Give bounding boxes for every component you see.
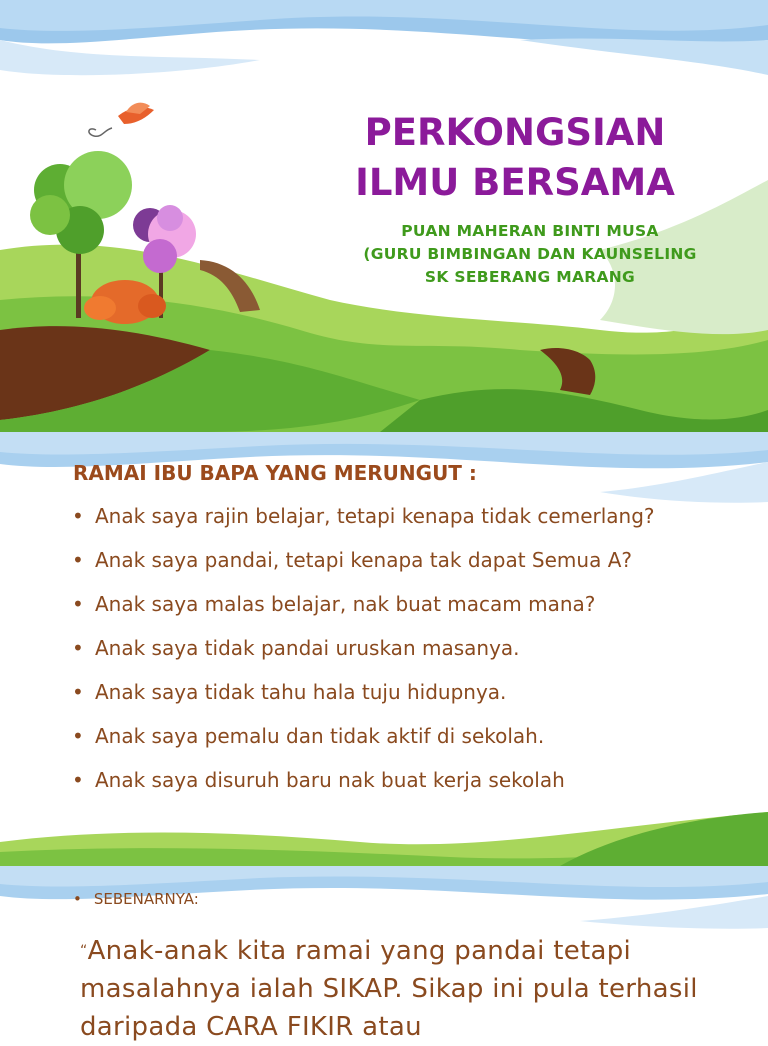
reality-quote [80, 932, 740, 1046]
subtitle-line-2: (GURU BIMBINGAN DAN KAUNSELING [363, 245, 697, 263]
reality-bullet: • SEBENARNYA: [73, 890, 199, 908]
slide-title-text [340, 108, 690, 208]
list-item: • Anak saya rajin belajar, tetapi kenapa tidak cemerlang? [72, 502, 732, 531]
bullet-dot-icon: • [73, 890, 82, 908]
list-item: • Anak saya pandai, tetapi kenapa tak dapat Semua A? [72, 546, 732, 575]
complaints-list [72, 502, 732, 810]
title-line-1: PERKONGSIAN [364, 111, 666, 154]
bird-icon [89, 103, 154, 137]
bullet-dot-icon: • [72, 768, 84, 792]
complaints-heading: RAMAI IBU BAPA YANG MERUNGUT : [73, 461, 477, 485]
bullet-dot-icon: • [72, 724, 84, 748]
bullet-dot-icon: • [72, 636, 84, 660]
bullet-dot-icon: • [72, 680, 84, 704]
list-item: • Anak saya tidak tahu hala tuju hidupnya. [72, 678, 732, 707]
list-item: • Anak saya malas belajar, nak buat macam mana? [72, 590, 732, 619]
bullet-dot-icon: • [72, 504, 84, 528]
slide-reality [0, 866, 768, 1042]
subtitle-line-3: SK SEBERANG MARANG [424, 268, 636, 286]
slide-complaints [0, 432, 768, 866]
slide-title [0, 0, 768, 432]
landscape-background [0, 0, 768, 432]
list-item: • Anak saya disuruh baru nak buat kerja sekolah [72, 766, 732, 795]
subtitle-line-1: PUAN MAHERAN BINTI MUSA [401, 222, 659, 240]
bullet-dot-icon: • [72, 592, 84, 616]
list-item: • Anak saya pemalu dan tidak aktif di sekolah. [72, 722, 732, 751]
list-item: • Anak saya tidak pandai uruskan masanya. [72, 634, 732, 663]
quote-text: Anak-anak kita ramai yang pandai tetapi masalahnya ialah SIKAP. Sikap ini pula terhasil daripada CARA FIKIR atau [80, 936, 698, 1042]
title-line-2: ILMU BERSAMA [355, 161, 675, 204]
open-quote-mark: “ [80, 943, 88, 959]
bullet-dot-icon: • [72, 548, 84, 572]
slide-subtitle [330, 220, 730, 289]
